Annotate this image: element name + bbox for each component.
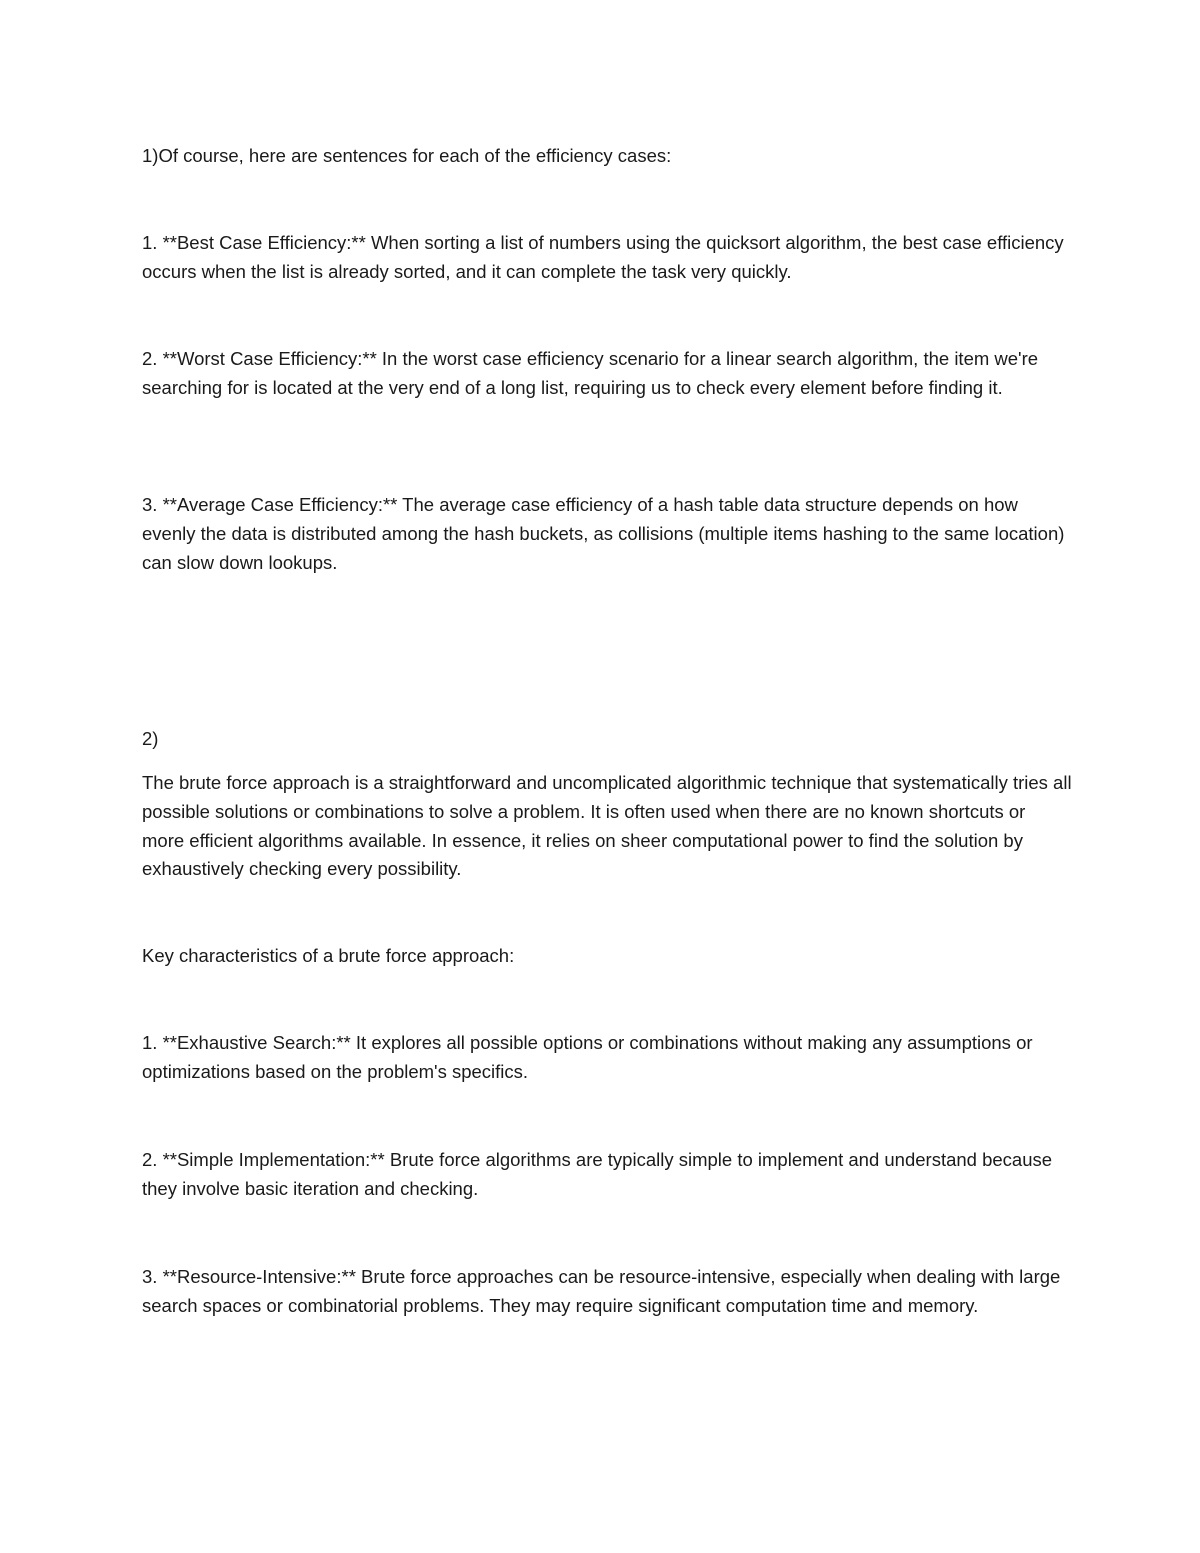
brute-force-description: The brute force approach is a straightforward and uncomplicated algorithmic technique that systematically tries all possible solutions or combinations to solve a problem. It is often used when there are no known shortcuts or more efficient algorithms available. In essence, it relies on sheer computational power to find the solution by exhaustively checking every possibility.	[142, 772, 1072, 880]
section-1-intro: 1)Of course, here are sentences for each of the efficiency cases:	[142, 145, 672, 166]
section-2-heading: 2)	[142, 728, 159, 749]
best-case-item: 1. **Best Case Efficiency:** When sorting a list of numbers using the quicksort algorithm, the best case efficiency occurs when the list is already sorted, and it can complete the task very quickly.	[142, 232, 1064, 282]
resource-intensive-item: 3. **Resource-Intensive:** Brute force approaches can be resource-intensive, especially when dealing with large search spaces or combinatorial problems. They may require significant computation time and memory.	[142, 1266, 1061, 1316]
exhaustive-search-item: 1. **Exhaustive Search:** It explores all possible options or combinations without making any assumptions or optimizations based on the problem's specifics.	[142, 1032, 1033, 1082]
worst-case-item: 2. **Worst Case Efficiency:** In the worst case efficiency scenario for a linear search algorithm, the item we're searching for is located at the very end of a long list, requiring us to check every element before finding it.	[142, 348, 1039, 398]
simple-implementation-item: 2. **Simple Implementation:** Brute force algorithms are typically simple to implement and understand because they involve basic iteration and checking.	[142, 1149, 1053, 1199]
average-case-item: 3. **Average Case Efficiency:** The average case efficiency of a hash table data structure depends on how evenly the data is distributed among the hash buckets, as collisions (multiple items hashing to the same location) can slow down lookups.	[142, 494, 1065, 573]
characteristics-intro: Key characteristics of a brute force approach:	[142, 945, 515, 966]
